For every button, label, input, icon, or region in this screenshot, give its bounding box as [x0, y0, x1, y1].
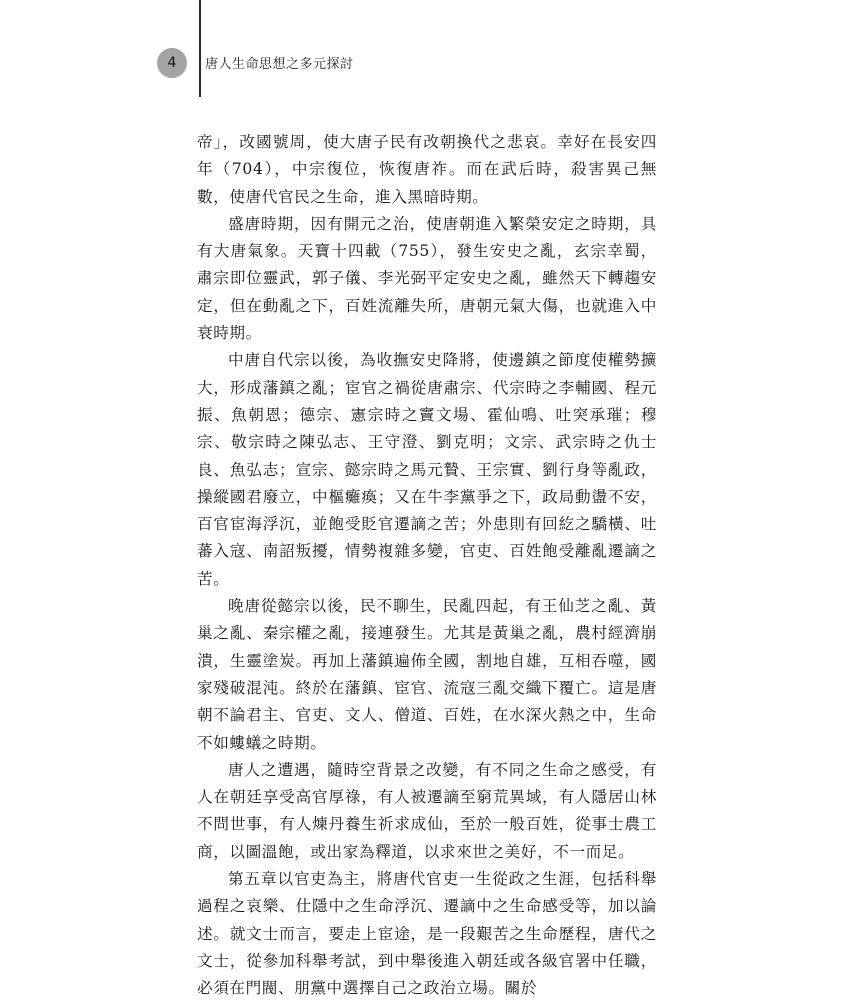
paragraph-6: 第五章以官吏為主，將唐代官吏一生從政之生涯，包括科舉過程之哀樂、仕隱中之生命浮沉、遷謫中之生命感受等，加以論述。就文士而言，要走上宦途，是一段艱苦之生命歷程，唐代之文士，從參加科舉考試，到中舉後進入朝廷或各級官署中任職，必須在門閥、朋黨中選擇自己之政治立場。關於 [197, 870, 657, 998]
paragraph-5: 唐人之遭遇，隨時空背景之改變，有不同之生命之感受，有人在朝廷享受高官厚祿，有人被遷謫至窮荒異域，有人隱居山林不問世事，有人煉丹養生祈求成仙，至於一般百姓，從事士農工商，以圖溫飽，或出家為釋道，以求來世之美好，不一而足。 [197, 760, 657, 861]
paragraph-2: 盛唐時期，因有開元之治，使唐朝進入繁榮安定之時期，具有大唐氣象。天寶十四載（755），發生安史之亂，玄宗幸蜀，肅宗即位靈武，郭子儀、李光弼平定安史之亂，雖然天下轉趨安定，但在動亂之下，百姓流離失所，唐朝元氣大傷，也就進入中衰時期。 [197, 214, 657, 343]
paragraph-1: 帝」，改國號周，使大唐子民有改朝換代之悲哀。幸好在長安四年（704），中宗復位，恢復唐祚。而在武后時，殺害異己無數，使唐代官民之生命，進入黑暗時期。 [197, 133, 657, 206]
running-title: 唐人生命思想之多元探討 [205, 57, 354, 72]
page-number-badge: 4 [157, 48, 187, 78]
body-text [197, 129, 657, 1003]
paragraph-4: 晚唐從懿宗以後，民不聊生，民亂四起，有王仙芝之亂、黃巢之亂、秦宗權之亂，接連發生。尤其是黃巢之亂，農村經濟崩潰，生靈塗炭。再加上藩鎮遍佈全國，割地自雄，互相吞噬，國家殘破混沌。終於在藩鎮、宦官、流寇三亂交織下覆亡。這是唐朝不論君主、官吏、文人、僧道、百姓，在水深火熱之中，生命不如螻蟻之時期。 [197, 597, 657, 752]
header-divider [199, 0, 201, 97]
paragraph-3: 中唐自代宗以後，為收撫安史降將，使邊鎮之節度使權勢擴大，形成藩鎮之亂；宦官之禍從唐肅宗、代宗時之李輔國、程元振、魚朝恩；德宗、憲宗時之竇文場、霍仙鳴、吐突承璀；穆宗、敬宗時之陳弘志、王守澄、劉克明；文宗、武宗時之仇士良、魚弘志；宣宗、懿宗時之馬元贄、王宗實、劉行身等亂政，操縱國君廢立，中樞癱瘓；又在牛李黨爭之下，政局動盪不安，百官宦海浮沉，並飽受貶官遷謫之苦；外患則有回紇之驕橫、吐蕃入寇、南詔叛擾，情勢複雜多變，官吏、百姓飽受離亂遷謫之苦。 [197, 351, 657, 588]
